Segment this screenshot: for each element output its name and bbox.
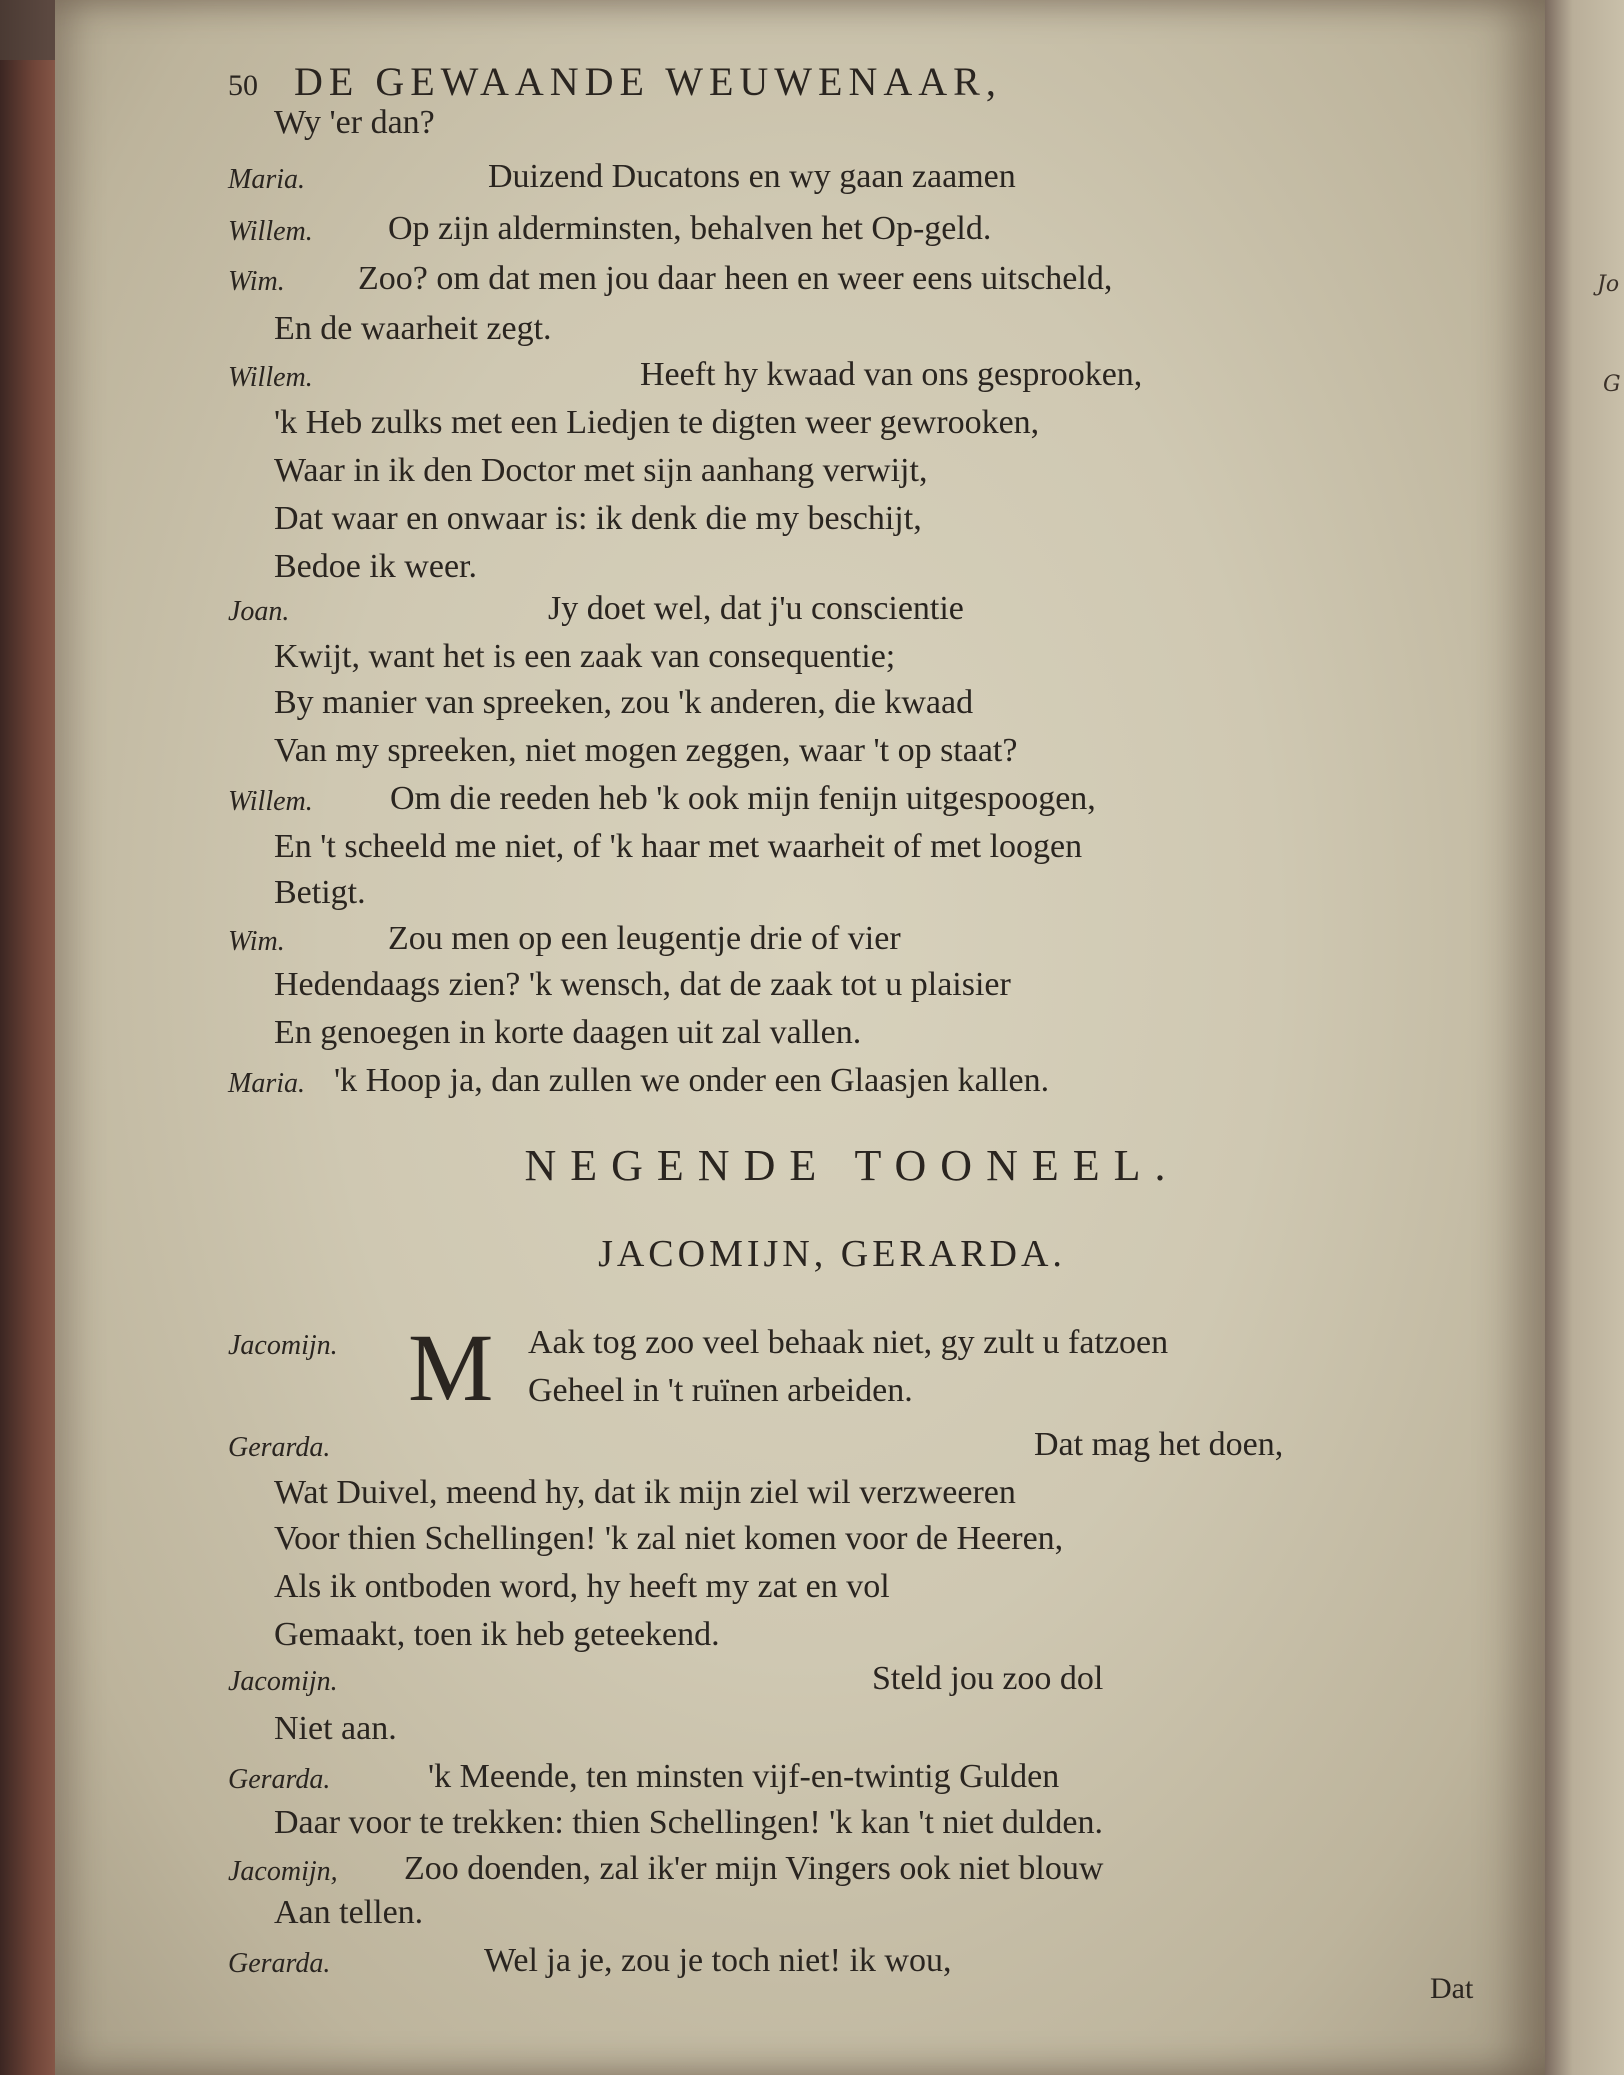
- speaker-name: Gerarda.: [228, 1432, 331, 1463]
- speaker-name: Jacomijn.: [228, 1330, 338, 1361]
- speaker-name: Wim.: [228, 926, 285, 957]
- dialogue-line: Duizend Ducatons en wy gaan zaamen: [488, 158, 1016, 195]
- dialogue-line: Geheel in 't ruïnen arbeiden.: [528, 1372, 913, 1409]
- book-spine-edge: [0, 60, 60, 2075]
- next-page-fragment: Jo: [1597, 272, 1620, 297]
- dialogue-line: En de waarheit zegt.: [274, 310, 552, 347]
- speaker-name: Maria.: [228, 1068, 305, 1099]
- dialogue-line: Betigt.: [274, 874, 366, 911]
- dialogue-line: Kwijt, want het is een zaak van consequentie;: [274, 638, 896, 675]
- speaker-name: Gerarda.: [228, 1764, 331, 1795]
- scene-heading: NEGENDE TOONEEL.: [524, 1141, 1180, 1190]
- dialogue-line: Zoo? om dat men jou daar heen en weer eens uitscheld,: [358, 260, 1113, 297]
- dialogue-line: Aan tellen.: [274, 1894, 424, 1931]
- speaker-name: Jacomijn,: [228, 1856, 338, 1887]
- speaker-name: Joan.: [228, 596, 290, 627]
- page-number: 50: [228, 69, 258, 102]
- dialogue-line: Op zijn alderminsten, behalven het Op-geld.: [388, 210, 992, 247]
- dialogue-line: Zoo doenden, zal ik'er mijn Vingers ook niet blouw: [404, 1850, 1104, 1887]
- dialogue-line: Wy 'er dan?: [274, 104, 435, 141]
- dialogue-line: Hedendaags zien? 'k wensch, dat de zaak tot u plaisier: [274, 966, 1011, 1003]
- dialogue-line: Wel ja je, zou je toch niet! ik wou,: [484, 1942, 952, 1979]
- dialogue-line: Gemaakt, toen ik heb geteekend.: [274, 1616, 720, 1653]
- dialogue-line: Daar voor te trekken: thien Schellingen! 'k kan 't niet dulden.: [274, 1804, 1103, 1841]
- next-page-edge: [1545, 0, 1624, 2075]
- next-page-fragment: G: [1603, 372, 1621, 397]
- dialogue-line: Niet aan.: [274, 1710, 397, 1747]
- dialogue-line: 'k Heb zulks met een Liedjen te digten weer gewrooken,: [274, 404, 1040, 441]
- speaker-name: Maria.: [228, 164, 305, 195]
- dialogue-line: Van my spreeken, niet mogen zeggen, waar 't op staat?: [274, 732, 1018, 769]
- dialogue-line: En genoegen in korte daagen uit zal vallen.: [274, 1014, 862, 1051]
- dialogue-line: Waar in ik den Doctor met sijn aanhang verwijt,: [274, 452, 928, 489]
- dialogue-line: 'k Hoop ja, dan zullen we onder een Glaasjen kallen.: [334, 1062, 1050, 1099]
- dialogue-line: Jy doet wel, dat j'u conscientie: [548, 590, 964, 627]
- dialogue-line: Om die reeden heb 'k ook mijn fenijn uitgespoogen,: [390, 780, 1096, 817]
- dialogue-line: Bedoe ik weer.: [274, 548, 477, 585]
- speaker-name: Willem.: [228, 786, 313, 817]
- dialogue-line: Dat mag het doen,: [1034, 1426, 1284, 1463]
- speaker-name: Wim.: [228, 266, 285, 297]
- dialogue-line: Aak tog zoo veel behaak niet, gy zult u fatzoen: [528, 1324, 1169, 1361]
- speaker-name: Gerarda.: [228, 1948, 331, 1979]
- dialogue-line: Dat waar en onwaar is: ik denk die my beschijt,: [274, 500, 922, 537]
- running-title: DE GEWAANDE WEUWENAAR,: [294, 59, 1002, 104]
- catchword: Dat: [1430, 1972, 1474, 2005]
- dialogue-line: Voor thien Schellingen! 'k zal niet komen voor de Heeren,: [274, 1520, 1064, 1557]
- dialogue-line: By manier van spreeken, zou 'k anderen, die kwaad: [274, 684, 974, 721]
- dialogue-line: Wat Duivel, meend hy, dat ik mijn ziel wil verzweeren: [274, 1474, 1016, 1511]
- speaker-name: Willem.: [228, 362, 313, 393]
- dialogue-line: En 't scheeld me niet, of 'k haar met waarheit of met loogen: [274, 828, 1083, 865]
- speaker-name: Jacomijn.: [228, 1666, 338, 1697]
- drop-cap: M: [408, 1314, 494, 1421]
- dialogue-line: Steld jou zoo dol: [872, 1660, 1104, 1697]
- dialogue-line: Als ik ontboden word, hy heeft my zat en vol: [274, 1568, 890, 1605]
- running-header: [228, 58, 1002, 105]
- speaker-name: Willem.: [228, 216, 313, 247]
- dialogue-line: Heeft hy kwaad van ons gesprooken,: [640, 356, 1143, 393]
- cast-heading: JACOMIJN, GERARDA.: [598, 1233, 1066, 1275]
- dialogue-line: Zou men op een leugentje drie of vier: [388, 920, 901, 957]
- dialogue-line: 'k Meende, ten minsten vijf-en-twintig Gulden: [428, 1758, 1060, 1795]
